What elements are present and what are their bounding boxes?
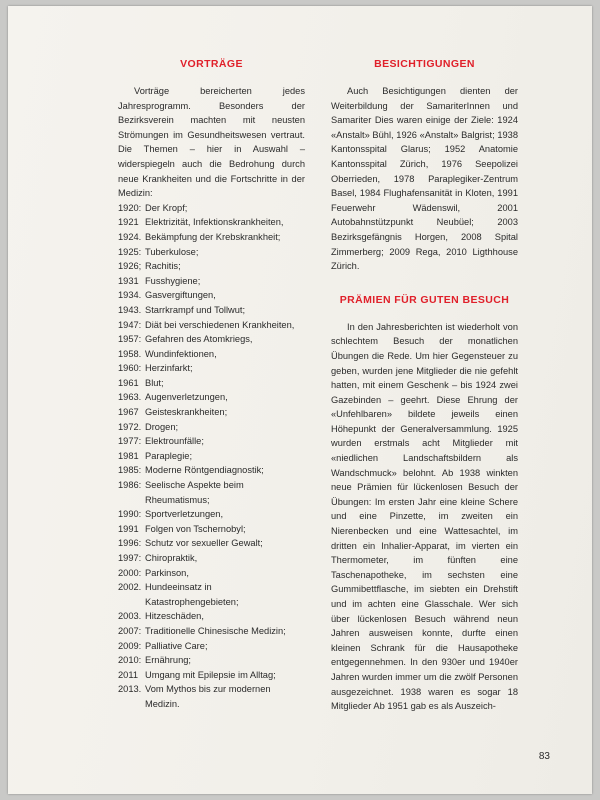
lecture-topic: Parkinson,	[145, 567, 189, 578]
lecture-topic: Elektrounfälle;	[145, 436, 204, 447]
list-item	[118, 420, 305, 435]
left-intro-paragraph: Vorträge bereicherten jedes Jahresprogramm. Besonders der Bezirksverein machten mit neusten Strömungen im Gesundheitswesen vertraut. Die Themen – hier in Auswahl – widerspiegeln auch die Bedrohung durch neue Krankheiten und die Fortschritte in der Medizin:	[118, 86, 305, 199]
lecture-year: 1924.	[118, 231, 142, 242]
list-item	[118, 347, 305, 362]
section-heading-besichtigungen: BESICHTIGUNGEN	[374, 58, 475, 70]
list-item	[118, 434, 305, 449]
lecture-year: 1957:	[118, 334, 142, 345]
list-item	[118, 609, 305, 624]
list-item	[118, 449, 305, 464]
two-column-layout	[118, 58, 518, 714]
list-item	[118, 551, 305, 566]
list-item	[118, 653, 305, 668]
lecture-year: 1996:	[118, 538, 142, 549]
list-item	[118, 639, 305, 654]
lecture-topic: Chiropraktik,	[145, 553, 198, 563]
lecture-topic: Folgen von Tschernobyl;	[145, 523, 246, 534]
list-item	[118, 580, 305, 609]
lecture-year: 2013.	[118, 684, 142, 695]
lecture-year: 2007:	[118, 625, 142, 636]
lecture-year: 1931	[118, 275, 139, 286]
book-page	[8, 6, 592, 794]
section-heading-vortraege: VORTRÄGE	[180, 58, 243, 70]
list-item	[118, 201, 305, 216]
lecture-list	[118, 201, 305, 712]
lecture-topic: Gefahren des Atomkriegs,	[145, 334, 253, 345]
lecture-topic: Traditionelle Chinesische Medizin;	[145, 625, 286, 636]
lecture-topic: Bekämpfung der Krebskrankheit;	[145, 231, 281, 242]
lecture-topic: Starrkrampf und Tollwut;	[145, 304, 246, 315]
lecture-topic: Rachitis;	[145, 261, 181, 272]
lecture-year: 2000:	[118, 567, 142, 578]
list-item	[118, 478, 305, 507]
list-item	[118, 215, 305, 230]
list-item	[118, 332, 305, 347]
lecture-year: 2002.	[118, 582, 142, 593]
lecture-year: 1920:	[118, 202, 142, 213]
lecture-topic: Fusshygiene;	[145, 275, 201, 286]
list-item	[118, 463, 305, 478]
lecture-year: 1925:	[118, 246, 142, 257]
lecture-year: 1963.	[118, 392, 142, 403]
lecture-year: 1947:	[118, 319, 142, 330]
lecture-year: 1991	[118, 523, 139, 534]
list-item	[118, 536, 305, 551]
lecture-topic: Geisteskrankheiten;	[145, 407, 228, 418]
list-item	[118, 405, 305, 420]
lecture-year: 2010:	[118, 655, 142, 666]
list-item	[118, 566, 305, 581]
lecture-year: 1961	[118, 377, 139, 388]
lecture-topic: Schutz vor sexueller Gewalt;	[145, 538, 263, 549]
list-item	[118, 318, 305, 333]
lecture-topic: Herzinfarkt;	[145, 363, 193, 374]
lecture-year: 1943.	[118, 304, 142, 315]
lecture-year: 1981	[118, 450, 139, 461]
lecture-topic: Blut;	[145, 377, 164, 388]
list-item	[118, 390, 305, 405]
lecture-topic: Sportverletzungen,	[145, 509, 224, 520]
lecture-year: 1958.	[118, 348, 142, 359]
lecture-year: 1921	[118, 217, 139, 228]
lecture-year: 1986:	[118, 480, 142, 491]
list-item	[118, 522, 305, 537]
list-item	[118, 288, 305, 303]
list-item	[118, 682, 305, 711]
besichtigungen-paragraph: Auch Besichtigungen dienten der Weiterbildung der SamariterInnen und Samariter Dies waren einige der Ziele: 1924 «Anstalt» Bühl, 1926 «Anstalt» Balgrist; 1938 Kantonsspital Glarus; 1952 Anatomie Kantonsspital Zürich, 1976 Seepolizei Oberrieden, 1978 Paraplegiker-Zentrum Basel, 1984 Flughafensanität in Kloten, 1991 Feuerwehr Wädenswil, 2001 Autobahnstützpunkt Neubüel; 2003 Bezirksgefängnis Horgen, 2008 Spital Zimmerberg; 2009 Rega, 2010 Ligthhouse Zürich.	[331, 86, 518, 272]
lecture-year: 1926;	[118, 261, 142, 272]
page-surface	[8, 6, 592, 794]
lecture-topic: Diät bei verschiedenen Krankheiten,	[145, 319, 295, 330]
lecture-year: 2011	[118, 669, 138, 680]
list-item	[118, 361, 305, 376]
lecture-topic: Palliative Care;	[145, 640, 208, 651]
lecture-year: 1934.	[118, 290, 142, 301]
section-spacer	[331, 274, 518, 294]
lecture-year: 1990:	[118, 509, 142, 520]
left-column	[118, 58, 305, 714]
lecture-topic: Tuberkulose;	[145, 246, 199, 257]
list-item	[118, 274, 305, 289]
lecture-topic: Vom Mythos bis zur modernen Medizin.	[145, 684, 271, 709]
right-column	[331, 58, 518, 714]
lecture-year: 1960:	[118, 363, 142, 374]
lecture-topic: Gasvergiftungen,	[145, 290, 216, 301]
lecture-year: 2003.	[118, 611, 142, 622]
lecture-year: 1997:	[118, 553, 142, 563]
praemien-paragraph: In den Jahresberichten ist wiederholt von schlechtem Besuch der monatlichen Übungen die Rede. Um hier Gegensteuer zu geben, wurden jene Mitglieder die nie gefehlt hatten, mit einem Geschenk – bis 1924 zwei Gazebinden – geehrt. Diese Ehrung der «Unfehlbaren» bildete jeweils einen Höhepunkt der Generalversammlung. 1925 wurden erstmals acht Mitglieder mit «niedlichen Landschaftsbildern als Wandschmuck» belohnt. Ab 1938 winkten neue Prämien für lückenlosen Besuch der Übungen: Im ersten Jahr eine kleine Schere und eine Pinzette, im zweiten ein Nierenbecken und eine Wattesachtel, im dritten ein Inhalier-Apparat, im vierten ein Thermometer, im fünften eine Taschenapotheke, im sechsten eine Gummibettflasche, im siebten ein Drehstift und im achten eine Glasschale. Wer sich über lückenlosen Besuch während neun Jahren ausweisen konnte, durfte einen kleinen Schrank für die Hausapotheke entgegennehmen. In den 930er und 1940er Jahren wurden immer um die zwölf Personen ausgezeichnet. 1938 waren es sogar 18 Mitglieder Ab 1951 gab es als Auszeich-	[331, 321, 518, 712]
list-item	[118, 230, 305, 245]
list-item	[118, 376, 305, 391]
page-number: 83	[538, 751, 550, 762]
lecture-topic: Paraplegie;	[145, 450, 193, 461]
lecture-year: 1977:	[118, 436, 142, 447]
lecture-topic: Elektrizität, Infektionskrankheiten,	[145, 217, 284, 228]
lecture-topic: Umgang mit Epilepsie im Alltag;	[145, 669, 276, 680]
list-item	[118, 668, 305, 683]
section-heading-praemien: PRÄMIEN FÜR GUTEN BESUCH	[339, 293, 510, 306]
list-item	[118, 303, 305, 318]
lecture-topic: Hitzeschäden,	[145, 611, 204, 622]
lecture-topic: Seelische Aspekte beim Rheumatismus;	[145, 480, 244, 505]
list-item	[118, 245, 305, 260]
lecture-year: 1967	[118, 407, 139, 418]
list-item	[118, 624, 305, 639]
lecture-year: 2009:	[118, 640, 142, 651]
lecture-year: 1985:	[118, 465, 142, 476]
lecture-topic: Ernährung;	[145, 655, 191, 666]
lecture-topic: Hundeeinsatz in Katastrophengebieten;	[145, 582, 239, 607]
list-item	[118, 259, 305, 274]
lecture-topic: Der Kropf;	[145, 202, 188, 213]
list-item	[118, 507, 305, 522]
lecture-year: 1972.	[118, 421, 142, 432]
lecture-topic: Drogen;	[145, 421, 179, 432]
lecture-topic: Wundinfektionen,	[145, 348, 217, 359]
lecture-topic: Moderne Röntgendiagnostik;	[145, 465, 264, 476]
lecture-topic: Augenverletzungen,	[145, 392, 228, 403]
